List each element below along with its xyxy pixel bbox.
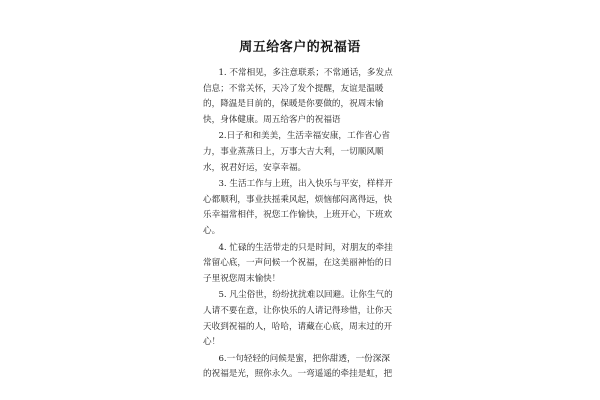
paragraph-2: 2.日子和和美美，生活幸福安康，工作省心省力，事业蒸蒸日上，万事大吉大利，一切顺风顺水，祝君好运，安享幸福。 <box>203 131 390 173</box>
paragraph-1: 1. 不常相见，多注意联系；不常通话，多发点信息；不常关怀，天冷了发个提醒，友谊是温暖的，降温是目前的，保暖是你要做的，祝周末愉快，身体健康。周五给客户的祝福语 <box>203 68 393 125</box>
document-body <box>203 66 397 384</box>
paragraph-6: 6.一句轻轻的问候是蜜，把你甜透，一份深深的祝福是光，照你永久。一弯遥遥的牵挂是虹，把 <box>203 353 393 380</box>
paragraph-5: 5. 凡尘俗世，纷纷扰扰难以回避。让你生气的人请不要在意，让你快乐的人请记得珍惜，让你天天收到祝福的人，哈哈，请藏在心底，周末过的开心！ <box>203 290 393 348</box>
paragraph-3: 3. 生活工作与上班，出入快乐与平安，样样开心都顺利，事业扶摇乘风起，烦恼郁闷离得远，快乐幸福常相伴，祝您工作愉快，上班开心，下班欢心。 <box>203 179 393 236</box>
document-title: 周五给客户的祝福语 <box>239 40 361 55</box>
paragraph-4: 4. 忙碌的生活带走的只是时间，对朋友的牵挂常留心底，一声问候一个祝福，在这美丽神怡的日子里祝您周末愉快！ <box>203 242 393 284</box>
